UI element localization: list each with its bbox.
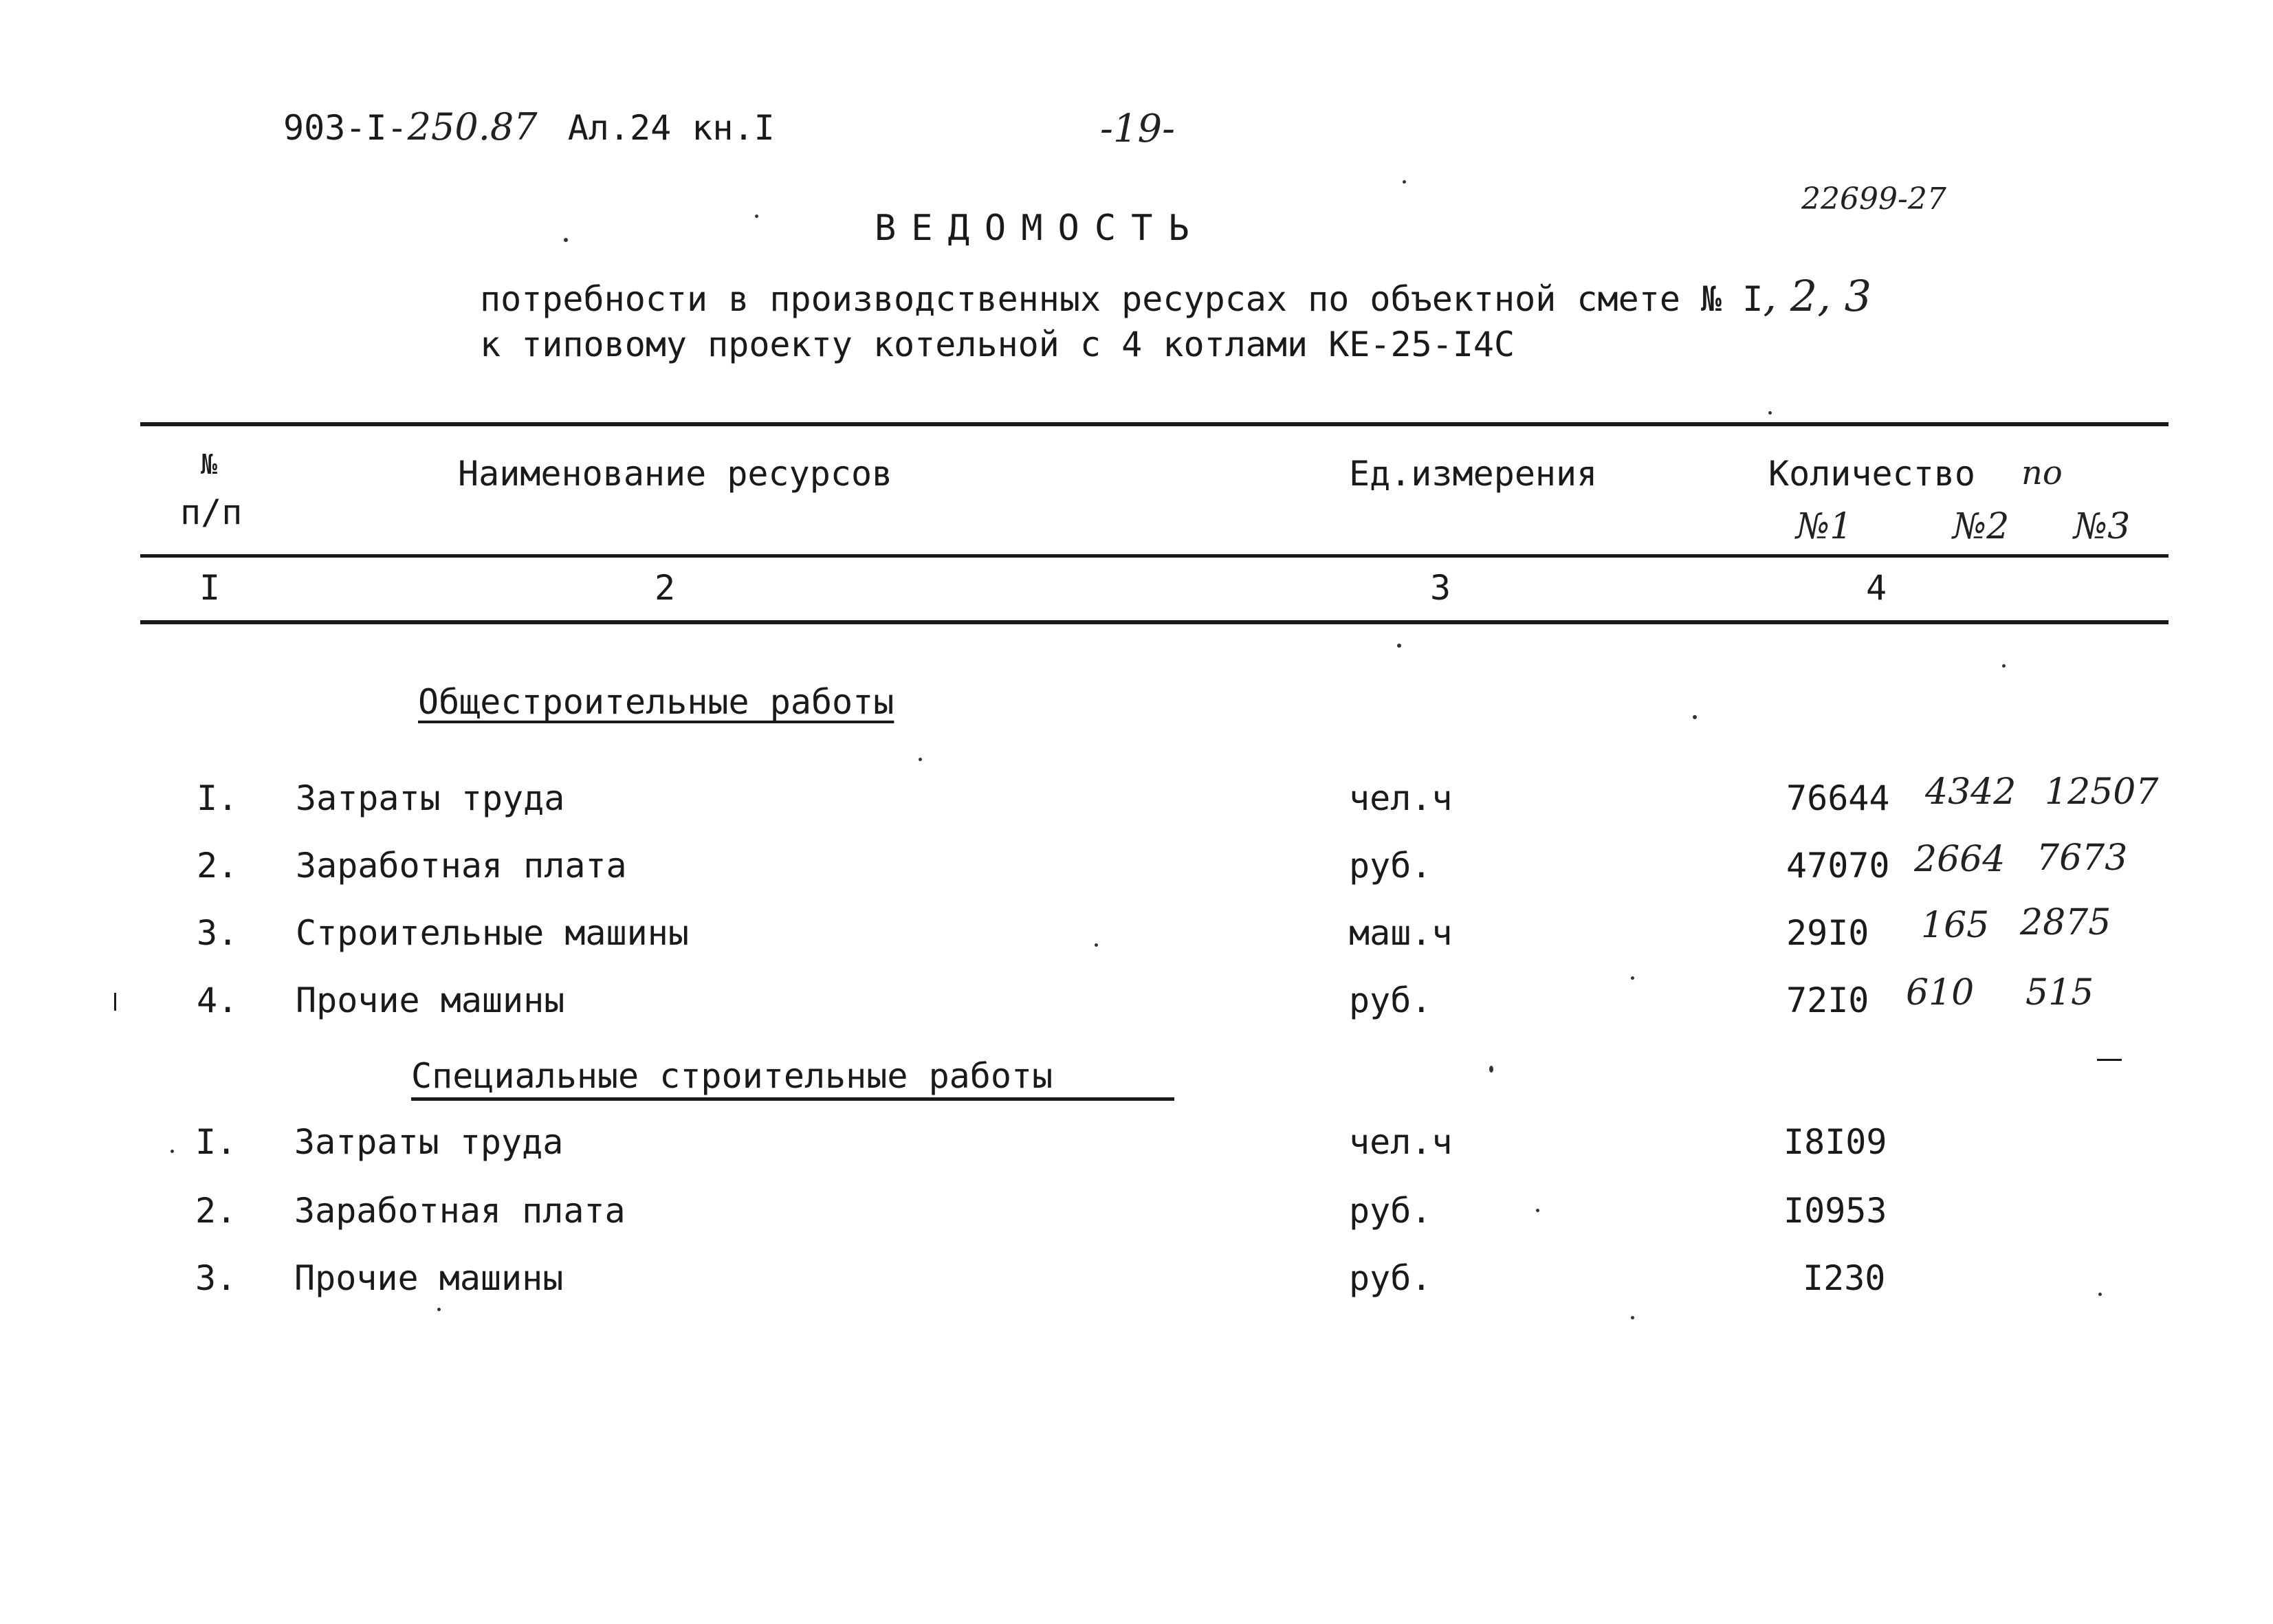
title-line-1 <box>480 271 1872 321</box>
row-quantity-1: I0953 <box>1783 1191 1887 1231</box>
row-unit: руб. <box>1349 1191 1432 1231</box>
row-quantity-1: I8I09 <box>1783 1122 1887 1162</box>
row-unit: чел.ч <box>1349 778 1453 818</box>
scan-speck <box>1631 1316 1634 1319</box>
row-quantity-2: 4342 <box>1925 771 2017 813</box>
row-number: 2. <box>195 1191 237 1231</box>
header-unit: Ед.измерения <box>1349 454 1598 494</box>
row-quantity-3: 515 <box>2025 972 2094 1013</box>
scan-speck <box>437 1308 441 1311</box>
row-quantity-1: 29I0 <box>1786 913 1869 953</box>
scan-speck <box>2002 664 2006 668</box>
scan-mark <box>2097 1059 2122 1061</box>
page-number: -19- <box>1100 107 1176 151</box>
document-code-handwritten: 250.87 <box>407 105 538 149</box>
row-resource-name: Затраты труда <box>294 1122 564 1162</box>
row-quantity-2: 2664 <box>1914 839 2006 880</box>
row-unit: маш.ч <box>1349 913 1453 953</box>
document-heading: ВЕДОМОСТЬ <box>875 208 1205 249</box>
row-quantity-3: 12507 <box>2045 771 2159 813</box>
scan-speck <box>1397 644 1401 648</box>
column-number-1: I <box>199 568 221 608</box>
header-num-symbol: № <box>201 449 218 481</box>
header-quantity-sub-2: №2 <box>1953 506 2010 547</box>
row-number: I. <box>195 1122 237 1162</box>
row-quantity-2: 610 <box>1906 972 1975 1013</box>
handwritten-reference: 22699-27 <box>1801 182 1946 217</box>
scan-speck <box>1693 715 1697 719</box>
scan-speck <box>1631 976 1634 980</box>
section-title-special-underline <box>411 1097 1174 1101</box>
scan-mark <box>114 993 116 1011</box>
row-quantity-1: 76644 <box>1786 778 1890 818</box>
row-quantity-2: 165 <box>1921 905 1990 946</box>
row-unit: руб. <box>1349 1258 1432 1298</box>
table-top-rule <box>140 422 2168 426</box>
row-resource-name: Заработная плата <box>296 846 627 886</box>
title-line-2: к типовому проекту котельной с 4 котлами КЕ-25-I4С <box>480 325 1515 364</box>
row-unit: чел.ч <box>1349 1122 1453 1162</box>
row-resource-name: Прочие машины <box>296 980 565 1020</box>
row-quantity-1: I230 <box>1803 1258 1886 1298</box>
row-number: 3. <box>197 913 239 953</box>
column-number-4: 4 <box>1866 568 1887 608</box>
header-quantity-handwritten: по <box>2021 454 2063 492</box>
row-quantity-3: 7673 <box>2036 837 2128 879</box>
row-unit: руб. <box>1349 980 1432 1020</box>
table-column-numbers-rule <box>140 620 2168 624</box>
header-quantity-sub-3: №3 <box>2074 506 2131 547</box>
document-code <box>283 105 775 149</box>
scan-speck <box>1768 411 1772 415</box>
row-quantity-1: 47070 <box>1786 846 1890 886</box>
document-code-suffix: Ал.24 кн.I <box>567 108 775 148</box>
scan-speck <box>564 238 568 242</box>
row-resource-name: Заработная плата <box>294 1191 626 1231</box>
row-number: 3. <box>195 1258 237 1298</box>
document-code-prefix: 903-I- <box>283 108 408 148</box>
title-line-1-handwritten: , 2, 3 <box>1763 271 1872 321</box>
header-quantity-sub-1: №1 <box>1796 506 1853 547</box>
row-resource-name: Строительные машины <box>296 913 689 953</box>
header-quantity: Количество <box>1768 454 1976 494</box>
column-number-2: 2 <box>655 568 676 608</box>
scan-speck <box>1095 943 1098 947</box>
scan-speck <box>755 215 758 218</box>
row-quantity-3: 2875 <box>2020 902 2111 943</box>
section-title-special: Специальные строительные работы <box>411 1056 1053 1096</box>
scan-speck <box>1403 180 1406 184</box>
scan-speck <box>1536 1209 1539 1212</box>
row-number: I. <box>197 778 239 818</box>
header-resource-name: Наименование ресурсов <box>458 454 893 494</box>
row-quantity-1: 72I0 <box>1786 980 1869 1020</box>
row-number: 4. <box>197 980 239 1020</box>
scan-speck <box>2098 1293 2102 1296</box>
row-unit: руб. <box>1349 846 1432 886</box>
section-title-general: Общестроительные работы <box>418 682 894 722</box>
scan-speck <box>171 1150 174 1153</box>
header-num-pp: п/п <box>180 492 243 532</box>
row-number: 2. <box>197 846 239 886</box>
row-resource-name: Затраты труда <box>296 778 565 818</box>
row-resource-name: Прочие машины <box>294 1258 564 1298</box>
title-line-1-typed: потребности в производственных ресурсах по объектной смете № I <box>480 279 1764 319</box>
scan-speck <box>919 758 922 761</box>
column-number-3: 3 <box>1430 568 1451 608</box>
scan-speck <box>1489 1066 1493 1073</box>
table-header-rule <box>140 554 2168 558</box>
